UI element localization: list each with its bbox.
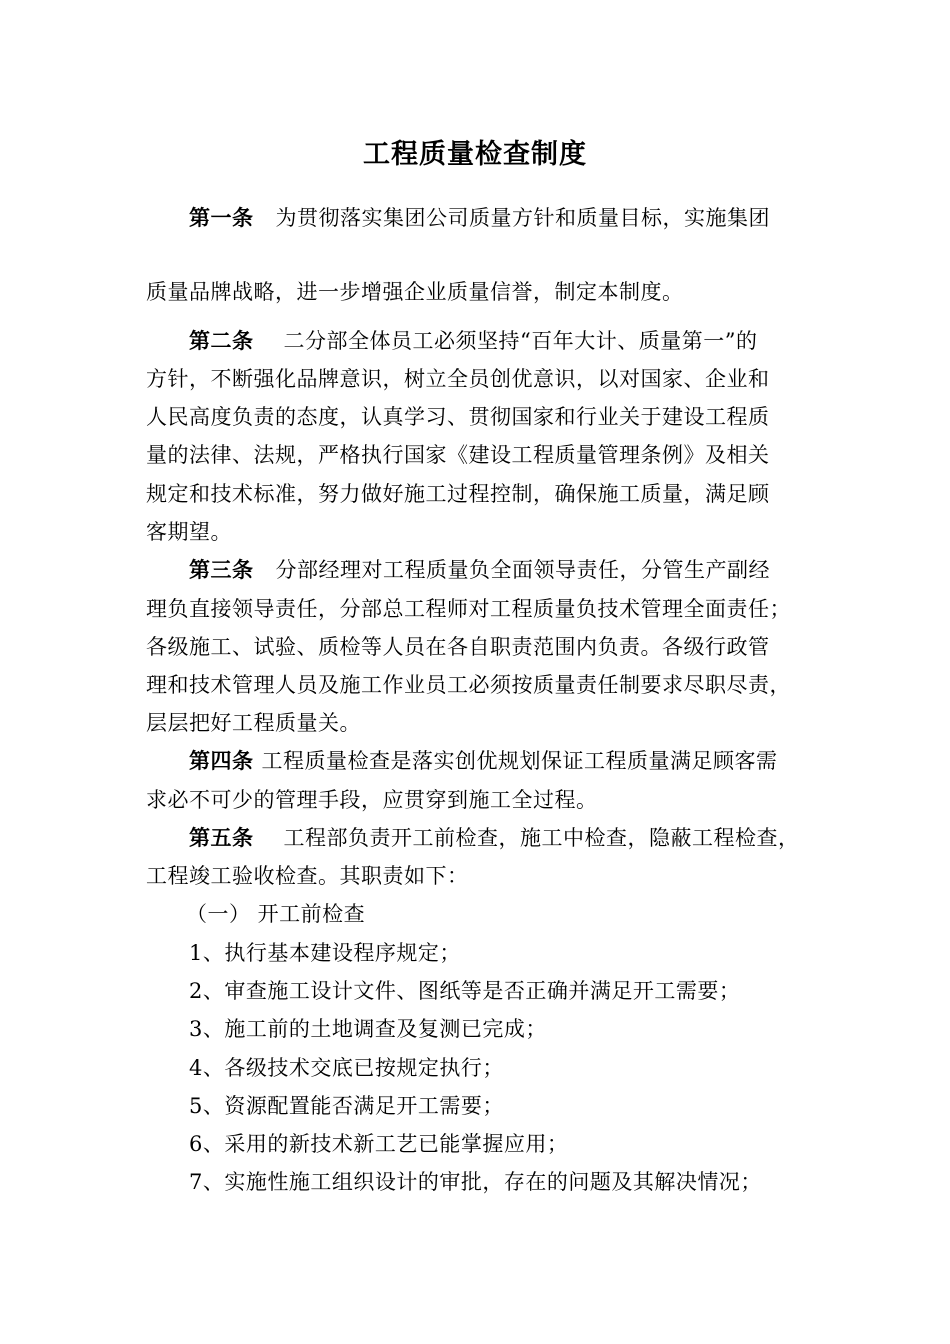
article-2-label: 第二条 <box>189 329 254 353</box>
article-3-line-1: 第三条 分部经理对工程质量负全面领导责任，分管生产副经 <box>189 558 770 582</box>
article-2-line-1: 第二条 二分部全体员工必须坚持“百年大计、质量第一”的 <box>189 329 758 353</box>
article-4-line-1: 第四条 工程质量检查是落实创优规划保证工程质量满足顾客需 <box>189 749 778 773</box>
article-3-line-3: 各级施工、试验、质检等人员在各自职责范围内负责。各级行政管 <box>146 635 770 659</box>
list-item: 7、实施性施工组织设计的审批，存在的问题及其解决情况； <box>189 1170 762 1194</box>
article-2-line-6: 客期望。 <box>146 520 232 544</box>
article-2-line-4: 量的法律、法规，严格执行国家《建设工程质量管理条例》及相关 <box>146 443 770 467</box>
article-3-line-5: 层层把好工程质量关。 <box>146 711 361 735</box>
list-item: 1、执行基本建设程序规定； <box>189 941 461 965</box>
list-item: 3、施工前的土地调查及复测已完成； <box>189 1017 547 1041</box>
article-3-line-4: 理和技术管理人员及施工作业员工必须按质量责任制要求尽职尽责， <box>146 673 791 697</box>
list-item: 2、审查施工设计文件、图纸等是否正确并满足开工需要； <box>189 979 741 1003</box>
article-3-label: 第三条 <box>189 558 254 582</box>
document-title: 工程质量检查制度 <box>363 139 587 170</box>
list-item: 4、各级技术交底已按规定执行； <box>189 1056 504 1080</box>
article-1-line-1: 第一条 为贯彻落实集团公司质量方针和质量目标，实施集团 <box>189 206 770 230</box>
section-heading: （一） 开工前检查 <box>186 902 366 926</box>
article-5-line-2: 工程竣工验收检查。其职责如下： <box>146 864 469 888</box>
list-item: 5、资源配置能否满足开工需要； <box>189 1094 504 1118</box>
article-2-line-3: 人民高度负责的态度，认真学习、贯彻国家和行业关于建设工程质 <box>146 405 770 429</box>
article-2-line-5: 规定和技术标准，努力做好施工过程控制，确保施工质量，满足顾 <box>146 482 770 506</box>
article-3-line-2: 理负直接领导责任，分部总工程师对工程质量负技术管理全面责任； <box>146 597 791 621</box>
article-1-line-2: 质量品牌战略，进一步增强企业质量信誉，制定本制度。 <box>146 280 684 304</box>
list-item: 6、采用的新技术新工艺已能掌握应用； <box>189 1132 569 1156</box>
article-1-label: 第一条 <box>189 206 254 230</box>
article-5-line-1: 第五条 工程部负责开工前检查，施工中检查，隐蔽工程检查， <box>189 826 800 850</box>
article-4-label: 第四条 <box>189 749 254 773</box>
article-4-line-2: 求必不可少的管理手段，应贯穿到施工全过程。 <box>146 788 598 812</box>
article-5-label: 第五条 <box>189 826 254 850</box>
article-2-line-2: 方针，不断强化品牌意识，树立全员创优意识，以对国家、企业和 <box>146 367 770 391</box>
